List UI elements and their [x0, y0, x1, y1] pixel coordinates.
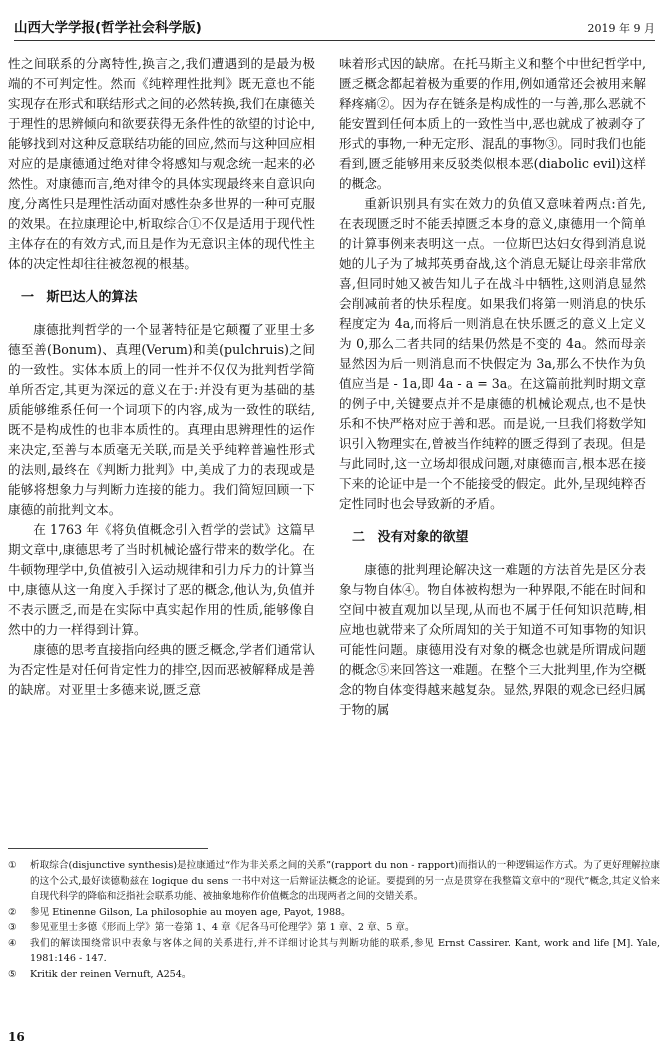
footnote	[8, 967, 660, 983]
paragraph: 在 1763 年《将负值概念引入哲学的尝试》这篇早期文章中,康德思考了当时机械论盛行带来的数学化。在牛顿物理学中,负值被引入运动规律和引力斥力的计算当中,康德从这一角度入手探讨了恶的概念,他认为,负值并不表示匮乏,而是在实际中真实起作用的性质,能够像自然中的力一样得到计算。	[8, 522, 315, 637]
page-number: 16	[8, 1030, 25, 1044]
paragraph: 味着形式因的缺席。在托马斯主义和整个中世纪哲学中,匮乏概念都起着极为重要的作用,例如通常还会被用来解释疼痛②。因为存在链条是构成性的一与善,那么恶就不能安置到任何本质上的一致性当中,恶也就成了被剥夺了形式的事物,一种无定形、混乱的事物③。同时我们也能看到,匮乏能够用来反驳类似根本恶(diabolic evil)这样的概念。	[339, 56, 646, 191]
footnotes	[8, 858, 660, 982]
footnote-text: 我们的解读围绕常识中表象与客体之间的关系进行,并不详细讨论其与判断功能的联系,参见 Ernst Cassirer. Kant, work and life [M]. Yale, 1981:146 - 147.	[30, 937, 660, 964]
footnote	[8, 920, 660, 936]
footnote-number: ②	[8, 906, 17, 918]
paragraph: 康德批判哲学的一个显著特征是它颠覆了亚里士多德至善(Bonum)、真理(Verum)和美(pulchruis)之间的一致性。实体本质上的同一性并不仅仅为批判哲学简单所否定,其更为深远的意义在于:并没有更为基础的基质能够维系任何一个词项下的内容,成为一致性的联结,既不是构成性的也非本质性的。真理由思辨理性的运作来决定,至善与本质毫无关联,而是关乎纯粹普遍性形式的法则,最终在《判断力批判》中,美成了力的表现或是能够将想象力与判断力连接的能力。我们简短回顾一下康德的前批判文本。	[8, 322, 315, 517]
paragraph: 康德的批判理论解决这一难题的方法首先是区分表象与物自体④。物自体被构想为一种界限,不能在时间和空间中被直观加以呈现,从而也不属于任何知识范畴,相应地也就带来了众所周知的关于知道不可知事物的知识可能性问题。康德用没有对象的概念也就是所谓成问题的概念⑤来回答这一难题。在整个三大批判里,作为空概念的物自体变得越来越复杂。显然,界限的观念已经归属于物的属	[339, 562, 646, 717]
paragraph: 康德的思考直接指向经典的匮乏概念,学者们通常认为否定性是对任何肯定性力的排空,因而恶被解释成是善的缺席。对亚里士多德来说,匮乏意	[8, 642, 315, 697]
footnote-number: ③	[8, 922, 17, 933]
issue-date: 2019 年 9 月	[587, 22, 655, 35]
footnote-text: Kritik der reinen Vernuft, A254。	[30, 968, 192, 980]
right-column	[339, 54, 646, 720]
footnote-text: 析取综合(disjunctive synthesis)是拉康通过“作为非关系之间的关系”(rapport du non - rapport)而指认的一种逻辑运作方式。为了更好理解拉康的这个公式,最好读德勒兹在 logique du sens 一书中对这一后辩证法概念的论证。要提到的另一点是贯穿在我整篇文章中的“现代”概念,其定义恰来自现代科学的降临和泛指社会联系功能、被抽象地称作价值概念的出现两者之间的交错关系。	[30, 860, 660, 902]
footnote-number: ④	[8, 937, 17, 949]
paragraph: 性之间联系的分离特性,换言之,我们遭遇到的是最为极端的不可判定性。然而《纯粹理性批判》既无意也不能实现存在形式和联结形式之间的必然转换,我们在康德关于理性的思辨倾向和欲要获得无条件性的欲望的讨论中,能够找到对这种反意联结功能的回应,然而与这种回应相对应的是康德通过绝对律令将感知与观念统一起来的必然性。对康德而言,绝对律令的具体实现最终来自意识向度,分离性只是理性活动面对感性杂多世界的一种可克服的效果。在拉康理论中,析取综合①不仅是适用于现代性主体存在的有效方式,而且是作为无意识主体的现代性主体的决定性却往往被忽视的根基。	[8, 56, 315, 271]
footnote-number: ①	[8, 860, 17, 871]
section-heading-2: 二 没有对象的欲望	[352, 530, 469, 545]
footnote	[8, 858, 660, 905]
footnote-number: ⑤	[8, 968, 17, 980]
journal-title: 山西大学学报(哲学社会科学版)	[14, 20, 202, 36]
paragraph: 重新识别具有实在效力的负值又意味着两点:首先,在表现匮乏时不能丢掉匮乏本身的意义,康德用一个简单的计算事例来表明这一点。一位斯巴达妇女得到消息说她的儿子为了城邦英勇奋战,这个消息无疑让母亲非常欣喜,但同时她又被告知儿子在战斗中牺牲,这则消息显然会削减前者的快乐程度。如果我们将第一则消息的快乐程度定为 4a,而将后一则消息在快乐匮乏的意义上定义为 0,那么二者共同的结果仍然是不变的 4a。然而母亲显然因为后一则消息而不快假定为 3a,那么不快作为负值应当是 - 1a,即 4a - a = 3a。在这篇前批判时期文章的例子中,关键要点并不是康德的机械论观点,也不是快乐和不快严格对应于善和恶。而是说,一旦我们将数学知识引入物理实在,曾被当作纯粹的匮乏得到了表现。但是与此同时,这一立场却很成问题,对康德而言,根本恶在接下来的论证中是一个不能接受的假定。此外,呈现纯粹否定性同时也会导致新的矛盾。	[339, 196, 646, 511]
section-heading-1: 一 斯巴达人的算法	[21, 290, 138, 305]
left-column	[8, 54, 315, 700]
footnote	[8, 905, 660, 921]
footnote	[8, 936, 660, 967]
footnote-separator	[8, 848, 208, 849]
running-header	[14, 14, 655, 41]
footnote-text: 参见 Etinenne Gilson, La philosophie au moyen age, Payot, 1988。	[30, 906, 351, 918]
footnote-text: 参见亚里士多德《形而上学》第一卷第 1、4 章《尼各马可伦理学》第 1 章、2 章、5 章。	[30, 922, 415, 933]
